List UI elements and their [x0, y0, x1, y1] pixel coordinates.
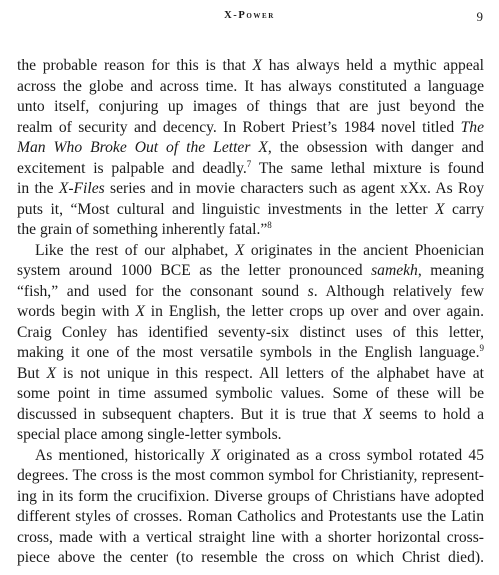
- text-run: is not unique in this respect. All letters of the alphabet have at: [55, 364, 484, 382]
- text-line: [17, 405, 484, 426]
- text-run: discussed in subsequent chapters. But it is true that: [17, 405, 364, 423]
- text-line: [17, 507, 484, 528]
- text-line: [17, 466, 484, 487]
- footnote-ref: 7: [246, 158, 252, 169]
- text-run: unto itself, conjuring up images of things that are just beyond the: [17, 98, 484, 115]
- text-line: [17, 446, 484, 467]
- text-line: [17, 241, 484, 262]
- italic-text: X: [234, 241, 245, 259]
- running-head: [0, 9, 499, 25]
- text-line: [17, 97, 484, 118]
- text-run: in English, the letter crops up over and over again.: [144, 303, 484, 320]
- text-run: The same lethal mixture is found: [251, 159, 484, 177]
- text-run: in the: [17, 180, 59, 197]
- text-run: some point in time assumed symbolic values. Some of these will be: [17, 385, 484, 402]
- text-run: series and in movie characters such as agent xXx. As Roy: [104, 180, 484, 197]
- text-run: piece above the center (to resemble the cross on which Christ died).: [17, 549, 484, 566]
- text-run: carry: [444, 200, 484, 218]
- text-run: Craig Conley has identified seventy-six distinct uses of this letter,: [17, 323, 484, 341]
- text-run: . Although relatively few: [313, 282, 484, 300]
- page-number: 9: [476, 9, 483, 24]
- footnote-ref: 9: [479, 343, 484, 353]
- text-line: [17, 56, 484, 77]
- italic-text: X: [434, 200, 445, 218]
- text-run: words begin with: [17, 303, 136, 320]
- text-line: [17, 487, 484, 508]
- text-line: [17, 323, 484, 344]
- text-run: cross, made with a vertical straight line with a shorter horizontal cross-: [17, 528, 484, 546]
- text-line: [17, 364, 484, 385]
- text-run: degrees. The cross is the most common symbol for Christianity, represent-: [17, 467, 484, 484]
- text-run: making it one of the most versatile symbols in the English language.: [17, 344, 480, 361]
- text-line: [17, 77, 484, 98]
- text-line: [17, 302, 484, 323]
- text-run: different styles of crosses. Roman Catholics and Protestants use the Latin: [17, 508, 484, 525]
- italic-text: X: [210, 446, 221, 464]
- text-run: across the globe and across time. It has always constituted a language: [17, 77, 484, 95]
- text-run: has always held a mythic appeal: [262, 57, 484, 74]
- text-run: system around 1000 BCE as the letter pronounced: [17, 262, 372, 279]
- text-run: realm of security and decency. In Robert Priest’s 1984 novel titled: [17, 118, 461, 136]
- text-run: excitement is palpable and deadly.: [17, 159, 247, 177]
- text-line: [17, 343, 484, 364]
- italic-text: X-Files: [58, 180, 105, 197]
- italic-text: s: [307, 282, 314, 300]
- text-line: [17, 200, 484, 221]
- text-run: , the obsession with danger and: [267, 139, 484, 156]
- footnote-ref: 8: [267, 219, 272, 230]
- text-run: ing in its form the crucifixion. Diverse groups of Christians have adopted: [17, 487, 484, 505]
- text-line: [17, 220, 484, 241]
- text-run: originated as a cross symbol rotated 45: [220, 446, 484, 464]
- text-line: [17, 118, 484, 139]
- italic-text: X: [46, 364, 56, 382]
- text-run: puts it, “Most cultural and linguistic investments in the letter: [17, 200, 435, 218]
- text-run: “fish,” and used for the consonant sound: [17, 282, 308, 300]
- text-line: [17, 282, 484, 303]
- text-run: seems to hold a: [372, 405, 484, 423]
- italic-text: The: [460, 118, 484, 136]
- italic-text: X: [135, 303, 145, 320]
- italic-text: X: [363, 405, 373, 423]
- text-line: [17, 548, 484, 569]
- italic-text: X: [252, 57, 263, 74]
- text-run: Like the rest of our alphabet,: [35, 241, 235, 259]
- italic-text: samekh: [371, 262, 418, 279]
- running-title: X-Power: [224, 10, 275, 21]
- text-line: [17, 261, 484, 282]
- italic-text: Man Who Broke Out of the Letter X: [17, 139, 268, 156]
- body-text: [17, 56, 484, 569]
- text-run: the grain of something inherently fatal.”: [17, 221, 268, 238]
- text-line: [17, 138, 484, 159]
- text-run: , meaning: [417, 262, 484, 279]
- text-run: But: [17, 364, 47, 382]
- text-line: [17, 384, 484, 405]
- text-run: As mentioned, historically: [35, 446, 211, 464]
- text-run: originates in the ancient Phoenician: [244, 241, 484, 259]
- text-line: [17, 159, 484, 180]
- text-line: [17, 179, 484, 200]
- text-run: special place among single-letter symbols.: [17, 426, 282, 443]
- text-line: [17, 425, 484, 446]
- text-line: [17, 528, 484, 549]
- text-run: the probable reason for this is that: [17, 57, 253, 74]
